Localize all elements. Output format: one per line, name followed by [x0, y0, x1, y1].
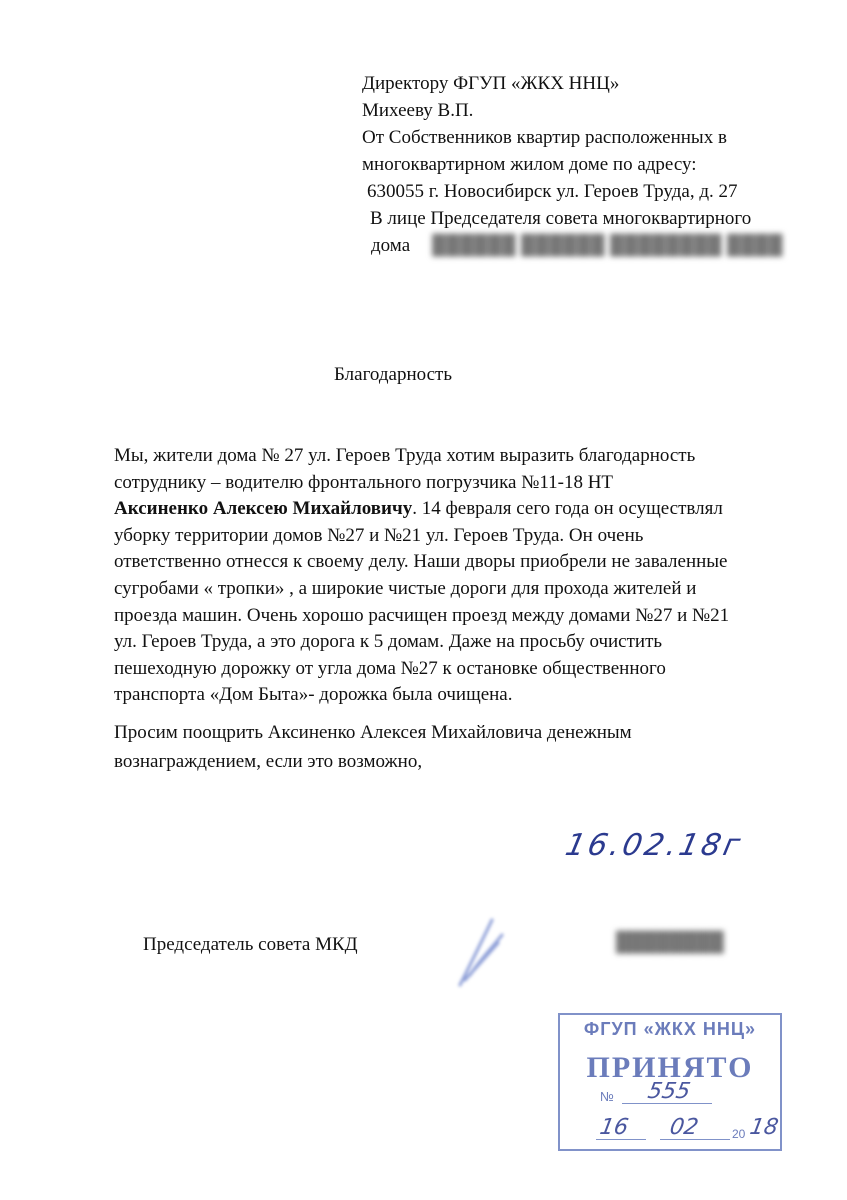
addressee-line: 630055 г. Новосибирск ул. Героев Труда, д. 27 — [367, 181, 738, 202]
signature — [440, 905, 520, 995]
stamp-day: 16 — [597, 1115, 631, 1140]
body-line: Мы, жители дома № 27 ул. Героев Труда хотим выразить благодарность — [114, 445, 696, 466]
addressee-line: Директору ФГУП «ЖКХ ННЦ» — [362, 73, 620, 94]
body-line: сотруднику – водителю фронтального погрузчика №11-18 НТ — [114, 471, 614, 493]
request-line: Просим поощрить Аксиненко Алексея Михайловича денежным — [114, 722, 632, 743]
stamp-organization: ФГУП «ЖКХ ННЦ» — [583, 1019, 757, 1039]
body-line: сугробами « тропки» , а широкие чистые дороги для прохода жителей и — [114, 577, 697, 599]
addressee-line: От Собственников квартир расположенных в — [362, 127, 727, 148]
body-line: ответственно отнесся к своему делу. Наши дворы приобрели не заваленные — [114, 551, 728, 573]
request-line: вознаграждением, если это возможно, — [114, 751, 423, 772]
stamp-number-label: № — [600, 1089, 614, 1104]
addressee-block — [362, 70, 802, 259]
body-line: уборку территории домов №27 и №21 ул. Героев Труда. Он очень — [114, 524, 644, 546]
body-line — [114, 496, 754, 523]
redacted-chairman-name: ██████ ██████ ████████ ████ — [432, 235, 783, 256]
addressee-line: Михееву В.П. — [362, 100, 474, 121]
signer-title: Председатель совета МКД — [143, 934, 358, 955]
stamp-year-prefix: 20 — [732, 1127, 746, 1141]
redacted-signer-name: ████████ — [616, 932, 724, 953]
stamp-day-line — [596, 1139, 646, 1140]
addressee-line: многоквартирном жилом доме по адресу: — [362, 154, 697, 175]
body-line: транспорта «Дом Быта»- дорожка была очищена. — [114, 684, 513, 706]
handwritten-date: 16.02.18г — [562, 828, 747, 863]
request-paragraph — [114, 718, 754, 776]
addressee-line: В лице Председателя совета многоквартирного — [370, 208, 752, 229]
stamp-month: 02 — [667, 1115, 701, 1140]
stamp-year: 18 — [747, 1115, 781, 1140]
addressee-line-last — [362, 232, 802, 259]
received-stamp — [558, 1013, 782, 1151]
body-paragraph — [114, 443, 754, 709]
body-line: пешеходную дорожку от угла дома №27 к остановке общественного — [114, 657, 666, 679]
addressee-dom-label: дома — [371, 235, 411, 256]
document-title: Благодарность — [334, 364, 452, 385]
body-line: проезда машин. Очень хорошо расчищен проезд между домами №27 и №21 — [114, 604, 730, 626]
body-line-rest: . 14 февраля сего года он осуществлял — [412, 498, 723, 520]
stamp-status: ПРИНЯТО — [586, 1051, 754, 1084]
employee-name: Аксиненко Алексею Михайловичу — [114, 498, 413, 520]
stamp-number: 555 — [645, 1079, 693, 1104]
body-line: ул. Героев Труда, а это дорога к 5 домам. Даже на просьбу очистить — [114, 631, 663, 653]
stamp-month-line — [660, 1139, 730, 1140]
